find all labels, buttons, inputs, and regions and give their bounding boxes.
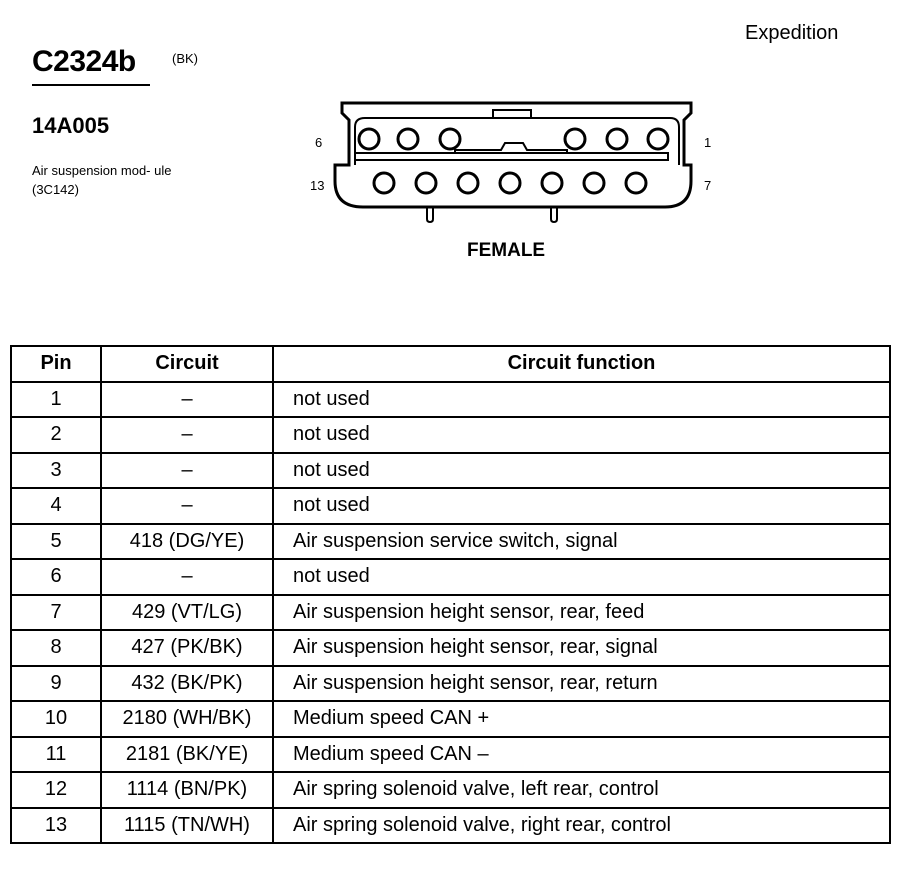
header-pin: Pin <box>11 346 101 382</box>
circuit-cell: – <box>101 417 273 453</box>
pin-cell: 12 <box>11 772 101 808</box>
circuit-cell: 1115 (TN/WH) <box>101 808 273 844</box>
pin-cell: 11 <box>11 737 101 773</box>
table-header-row <box>11 346 890 382</box>
circuit-cell: 1114 (BN/PK) <box>101 772 273 808</box>
circuit-function-cell: Air suspension height sensor, rear, signal <box>273 630 890 666</box>
connector-color: (BK) <box>172 51 198 66</box>
cavity-6 <box>359 129 379 149</box>
cavity-1 <box>648 129 668 149</box>
pin-cell: 8 <box>11 630 101 666</box>
table-row <box>11 666 890 702</box>
table-row <box>11 808 890 844</box>
circuit-cell: 2181 (BK/YE) <box>101 737 273 773</box>
circuit-function-cell: Medium speed CAN + <box>273 701 890 737</box>
pin-label-bottom-right: 7 <box>704 178 712 193</box>
connector-key-rib <box>455 143 567 153</box>
table-row <box>11 382 890 418</box>
cavity-4 <box>440 129 460 149</box>
vehicle-name: Expedition <box>745 22 839 44</box>
table-row <box>11 701 890 737</box>
circuit-function-cell: not used <box>273 488 890 524</box>
module-description: Air suspension mod- ule (3C142) <box>32 163 172 197</box>
cavity-7 <box>626 173 646 193</box>
table-row <box>11 737 890 773</box>
connector-id: C2324b <box>32 45 136 78</box>
connector-face-diagram <box>305 95 725 230</box>
cavity-11 <box>458 173 478 193</box>
pin-cell: 9 <box>11 666 101 702</box>
cavity-9 <box>542 173 562 193</box>
circuit-function-cell: Air suspension height sensor, rear, feed <box>273 595 890 631</box>
connector-gender: FEMALE <box>467 240 546 261</box>
circuit-cell: 418 (DG/YE) <box>101 524 273 560</box>
cavity-8 <box>584 173 604 193</box>
cavity-10 <box>500 173 520 193</box>
cavity-2 <box>607 129 627 149</box>
connector-center-bar <box>355 153 668 160</box>
circuit-function-cell: Air spring solenoid valve, right rear, control <box>273 808 890 844</box>
top-row-cavities <box>359 129 668 149</box>
pinout-table <box>10 345 891 844</box>
circuit-cell: 2180 (WH/BK) <box>101 701 273 737</box>
circuit-cell: – <box>101 453 273 489</box>
circuit-cell: – <box>101 382 273 418</box>
circuit-function-cell: not used <box>273 382 890 418</box>
pin-cell: 6 <box>11 559 101 595</box>
cavity-5 <box>398 129 418 149</box>
circuit-cell: 427 (PK/BK) <box>101 630 273 666</box>
connector-lock-tab <box>493 110 531 118</box>
pin-cell: 5 <box>11 524 101 560</box>
pin-label-top-right: 1 <box>704 135 712 150</box>
bottom-row-cavities <box>374 173 646 193</box>
circuit-cell: 429 (VT/LG) <box>101 595 273 631</box>
connector-id-underline <box>32 84 150 86</box>
pin-cell: 2 <box>11 417 101 453</box>
table-row <box>11 417 890 453</box>
pin-cell: 7 <box>11 595 101 631</box>
circuit-function-cell: Medium speed CAN – <box>273 737 890 773</box>
table-row <box>11 595 890 631</box>
pin-label-top-left: 6 <box>315 135 323 150</box>
cavity-12 <box>416 173 436 193</box>
pin-cell: 10 <box>11 701 101 737</box>
table-row <box>11 488 890 524</box>
table-row <box>11 559 890 595</box>
circuit-cell: – <box>101 488 273 524</box>
pin-cell: 1 <box>11 382 101 418</box>
circuit-function-cell: not used <box>273 453 890 489</box>
circuit-function-cell: not used <box>273 417 890 453</box>
part-number: 14A005 <box>32 113 110 138</box>
pin-cell: 13 <box>11 808 101 844</box>
circuit-function-cell: Air suspension height sensor, rear, return <box>273 666 890 702</box>
circuit-function-cell: Air suspension service switch, signal <box>273 524 890 560</box>
table-row <box>11 630 890 666</box>
circuit-cell: – <box>101 559 273 595</box>
table-row <box>11 524 890 560</box>
pin-label-bottom-left: 13 <box>310 178 325 193</box>
header-circuit: Circuit <box>101 346 273 382</box>
circuit-cell: 432 (BK/PK) <box>101 666 273 702</box>
connector-post-right <box>551 207 557 222</box>
cavity-3 <box>565 129 585 149</box>
table-row <box>11 453 890 489</box>
header-circuit-function: Circuit function <box>273 346 890 382</box>
circuit-function-cell: not used <box>273 559 890 595</box>
table-row <box>11 772 890 808</box>
cavity-13 <box>374 173 394 193</box>
pin-cell: 3 <box>11 453 101 489</box>
connector-post-left <box>427 207 433 222</box>
pin-cell: 4 <box>11 488 101 524</box>
connector-inner-contour <box>355 118 679 165</box>
circuit-function-cell: Air spring solenoid valve, left rear, control <box>273 772 890 808</box>
